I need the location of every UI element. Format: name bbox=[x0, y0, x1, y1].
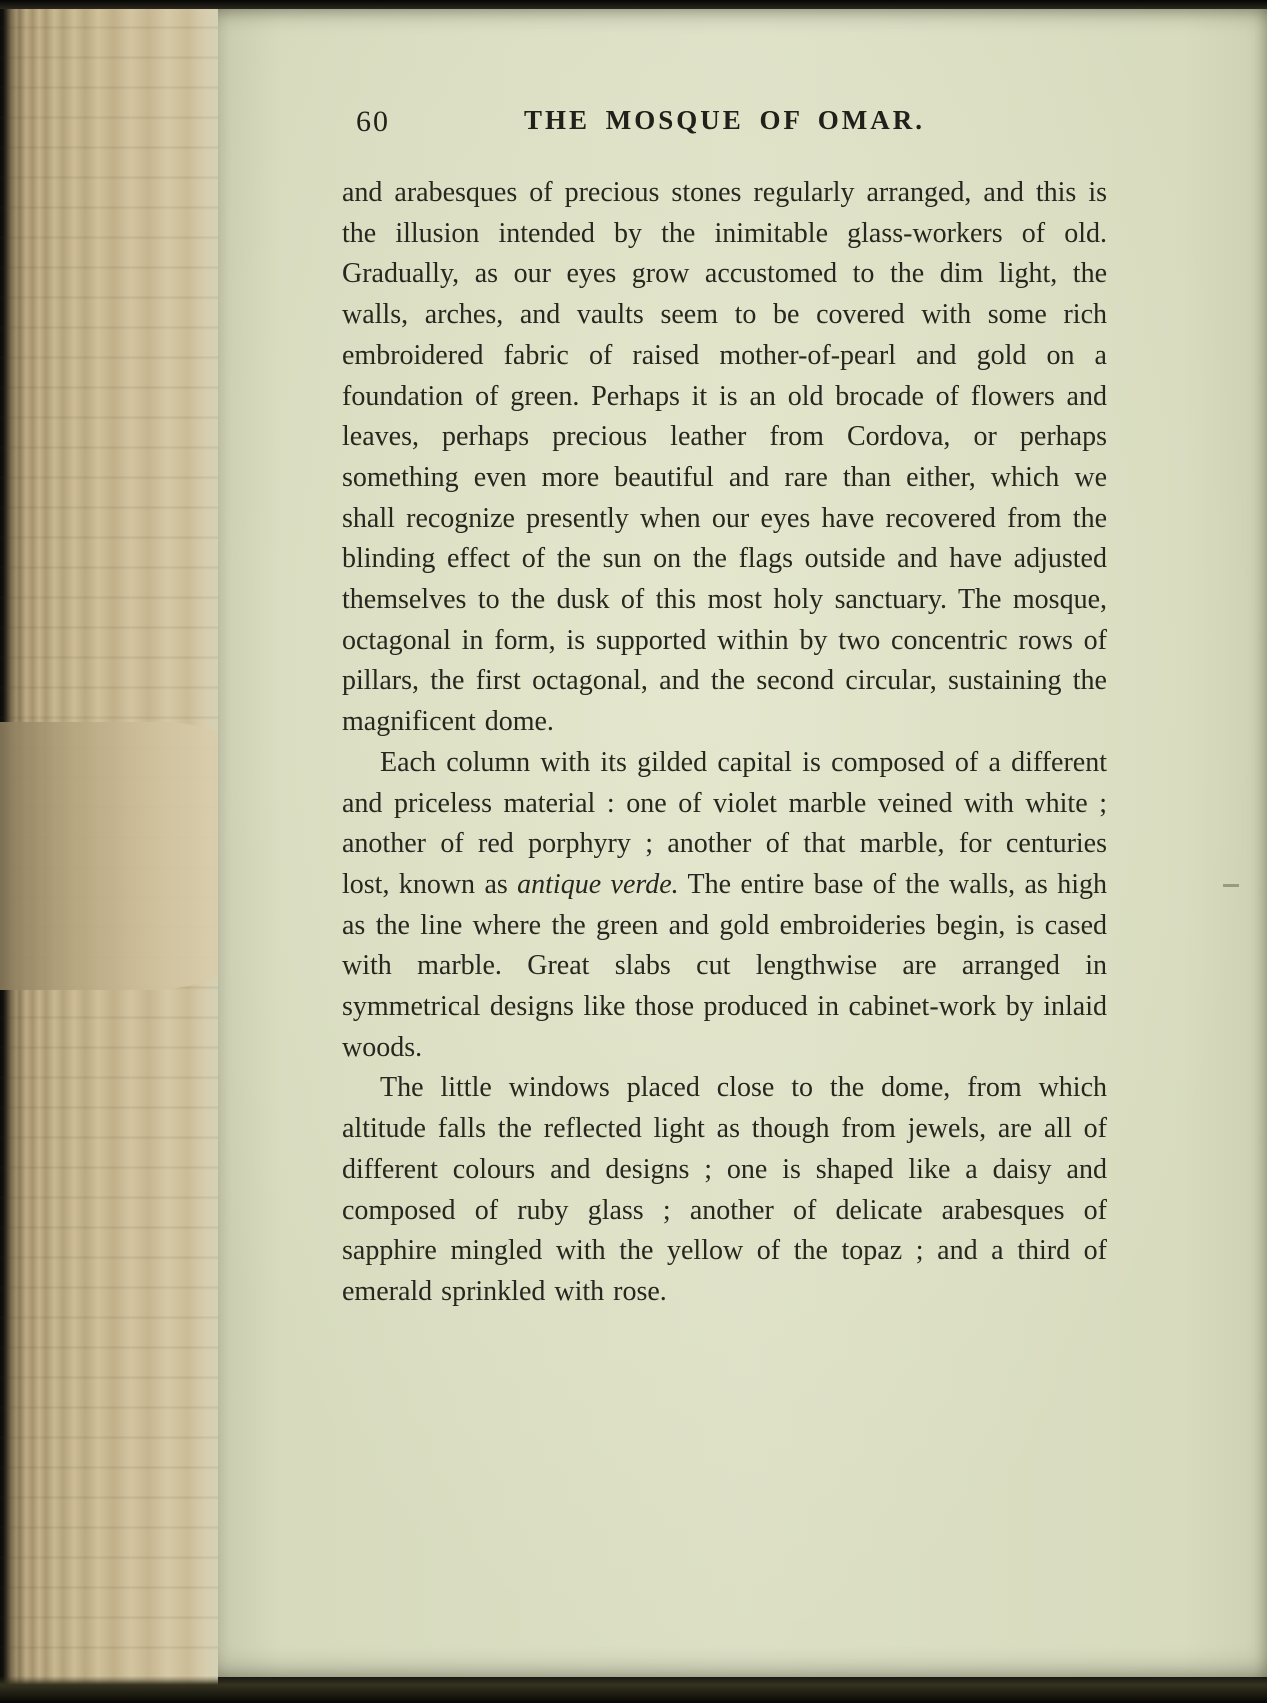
paragraph-2-italic-phrase: antique verde. bbox=[517, 868, 679, 900]
paragraph-2 bbox=[342, 743, 1107, 1069]
scan-bottom-edge bbox=[0, 1677, 1267, 1703]
margin-stray-mark bbox=[1223, 884, 1239, 887]
running-title: THE MOSQUE OF OMAR. bbox=[523, 105, 925, 135]
paragraph-1: and arabesques of precious stones regularly arranged, and this is the illusion intended by the inimitable glass-workers of old. Gradually, as our eyes grow accustomed to the dim light, the walls, arches, and vaults seem to be covered with some rich embroidered fabric of raised mother-of-pearl and gold on a foundation of green. Perhaps it is an old brocade of flowers and leaves, perhaps precious leather from Cordova, or perhaps something even more beautiful and rare than either, which we shall recognize presently when our eyes have recovered from the blinding effect of the sun on the flags outside and have adjusted themselves to the dusk of this most holy sanctuary. The mosque, octagonal in form, is supported within by two concentric rows of pillars, the first octagonal, and the second circular, sustaining the magnificent dome. bbox=[342, 177, 1107, 738]
paragraph-3: The little windows placed close to the dome, from which altitude falls the reflected light as though from jewels, are all of different colours and designs ; one is shaped like a daisy and composed of ruby glass ; another of delicate arabesques of sapphire mingled with the yellow of the topaz ; and a third of emerald sprinkled with rose. bbox=[342, 1072, 1107, 1307]
page-header bbox=[342, 105, 1107, 147]
paragraph-2-text: Each column with its gilded capital is composed of a different and priceless material : one of violet marble veined with white ; another of red porphyry ; another of that marble, for centuries lost, known as bbox=[342, 746, 1107, 900]
scan-top-edge bbox=[0, 0, 1267, 9]
book-page bbox=[218, 9, 1267, 1677]
page-content bbox=[218, 9, 1267, 1313]
body-text bbox=[342, 173, 1107, 1313]
page-number: 60 bbox=[356, 105, 390, 138]
paragraph-2-text-continued: The entire base of the walls, as high as the line where the green and gold embroideries begin, is cased with marble. Great slabs cut lengthwise are arranged in symmetrical designs like those produced in cabinet-work by inlaid woods. bbox=[342, 868, 1107, 1063]
